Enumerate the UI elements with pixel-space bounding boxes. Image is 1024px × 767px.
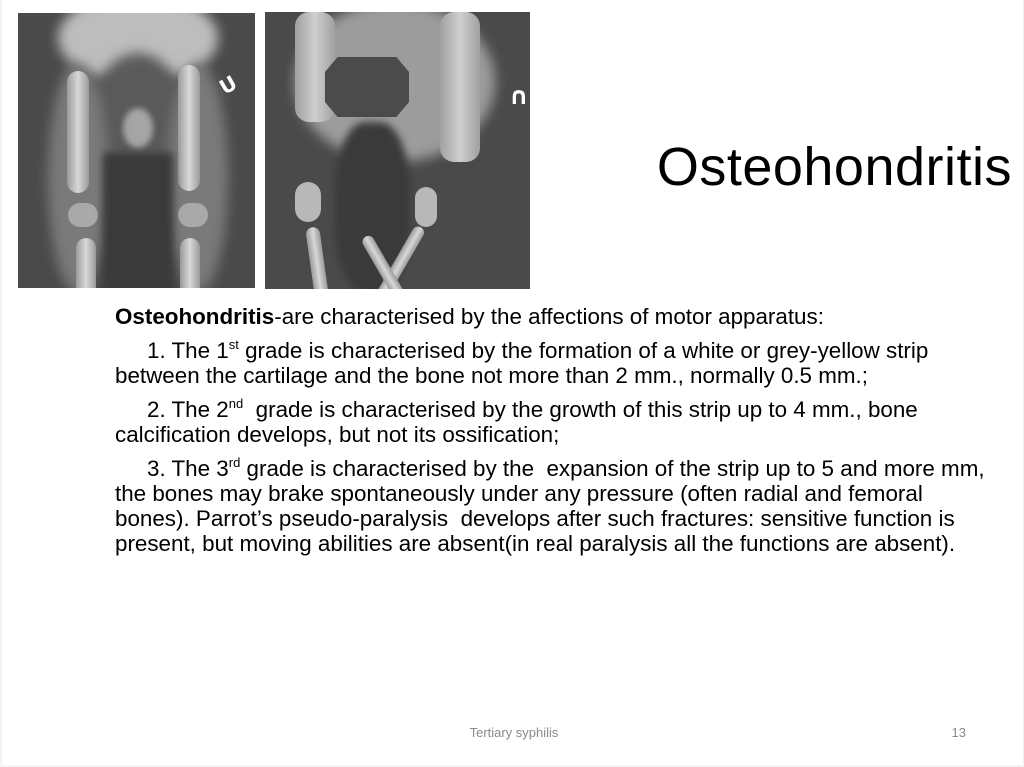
slide-title: Osteohondritis: [656, 137, 1012, 198]
grade-1-paragraph: [115, 338, 995, 388]
grade-1-text: grade is characterised by the formation of a white or grey-yellow strip between the cartilage and the bone not more than 2 mm., normally 0.5 mm.;: [115, 338, 929, 388]
grade-2-paragraph: [115, 397, 995, 447]
slide-body: [115, 304, 995, 565]
grade-3-sup: rd: [228, 455, 241, 470]
grade-3-prefix: 3. The 3: [147, 456, 229, 481]
grade-3-text: grade is characterised by the expansion of the strip up to 5 and more mm, the bones may brake spontaneously under any pressure (often radial and femoral bones). Parrot’s pseudo-paralysis develops after such fractures: sensitive function is present, but moving abilities are absent(in real paralysis all the functions are absent).: [115, 456, 991, 556]
footer-title: Tertiary syphilis: [469, 725, 559, 740]
page-number: 13: [951, 725, 966, 740]
grade-1-prefix: 1. The 1: [147, 338, 229, 363]
grade-2-prefix: 2. The 2: [147, 397, 229, 422]
xray-right-image: [265, 12, 530, 289]
intro-term: Osteohondritis: [115, 304, 275, 329]
xray-marker-left: U: [215, 70, 242, 100]
grade-1-sup: st: [228, 337, 239, 352]
grade-3-paragraph: [115, 456, 995, 556]
xray-left-image: [18, 13, 255, 288]
intro-paragraph: [115, 304, 995, 329]
grade-2-text: grade is characterised by the growth of this strip up to 4 mm., bone calcification develops, but not its ossification;: [115, 397, 924, 447]
xray-marker-right: ∩: [509, 82, 529, 110]
grade-2-sup: nd: [228, 396, 244, 411]
intro-text: -are characterised by the affections of motor apparatus:: [274, 304, 824, 329]
